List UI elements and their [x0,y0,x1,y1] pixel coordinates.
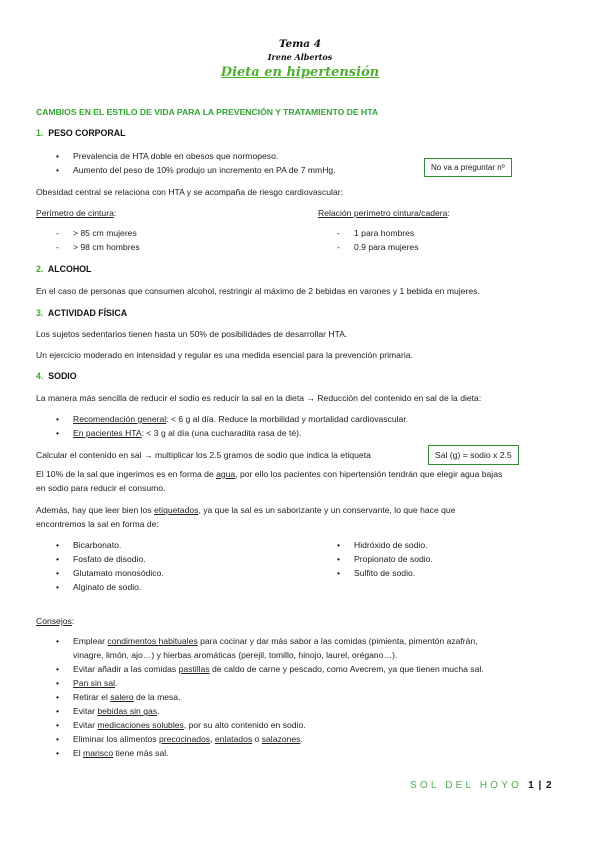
list-item: • Evitar bebidas sin gas. [73,706,159,716]
list-item: • Hidróxido de sodio. [354,540,428,550]
list-item: • Sulfito de sodio. [354,568,415,578]
author-name: Irene Albertos [267,52,333,62]
list-item: • Pan sin sal. [73,678,117,688]
heading-alcohol: 2. ALCOHOL [36,264,92,274]
cintura-label: Perímetro de cintura: [36,208,117,218]
list-item: • El marisco tiene más sal. [73,748,169,758]
list-item: - > 98 cm hombres [73,242,140,252]
consejos-heading: Consejos: [36,616,75,626]
list-item: • Propionato de sodio. [354,554,433,564]
list-item: • Evitar añadir a las comidas pastillas de caldo de carne y pescado, como Avecrem, ya que tienen mucha sal. [73,664,484,674]
list-item: - 0.9 para mujeres [354,242,419,252]
paragraph: La manera más sencilla de reducir el sodio es reducir la sal en la dieta → Reducción del contenido en sal de la dieta: [36,393,482,403]
list-item-continuation: vinagre, limón, ajo…) y hierbas aromáticas (perejil, tomillo, hinojo, laurel, orégano…). [73,650,398,660]
paragraph: Un ejercicio moderado en intensidad y regular es una medida esencial para la prevención primaria. [36,350,413,360]
list-item: • Bicarbonato. [73,540,121,550]
paragraph: Obesidad central se relaciona con HTA y se acompaña de riesgo cardiovascular: [36,187,343,197]
footer [410,780,553,791]
relacion-label: Relación perímetro cintura/cadera: [318,208,450,218]
note-box: No va a preguntar nº [424,158,512,177]
section-title: CAMBIOS EN EL ESTILO DE VIDA PARA LA PREVENCIÓN Y TRATAMIENTO DE HTA [36,107,379,117]
list-item: • Eliminar los alimentos precocinados, enlatados o salazones. [73,734,303,744]
paragraph: Calcular el contenido en sal → multiplicar los 2.5 gramos de sodio que indica la etiqueta [36,450,371,460]
heading-peso [36,128,125,138]
formula-box: Sal (g) = sodio x 2.5 [428,445,519,465]
list-item: • Recomendación general: < 6 g al día. Reduce la morbilidad y mortalidad cardiovascular. [73,414,408,424]
list-item: • En pacientes HTA: < 3 g al día (una cucharadita rasa de té). [73,428,301,438]
footer-brand: SOL DEL HOYO [410,780,523,791]
paragraph: El 10% de la sal que ingerimos es en forma de agua, por ello los pacientes con hipertensión tendrán que elegir agua bajas [36,469,503,479]
list-item: • Evitar medicaciones solubles, por su alto contenido en sodio. [73,720,306,730]
paragraph: encontremos la sal en forma de: [36,519,159,529]
list-item: - > 85 cm mujeres [73,228,137,238]
list-item: • Emplear condimentos habituales para cocinar y dar más sabor a las comidas (pimienta, pimentón azafrán, [73,636,478,646]
document-title: Dieta en hipertensión [220,65,380,80]
list-item: • Prevalencia de HTA doble en obesos que normopeso. [73,151,278,161]
paragraph: En el caso de personas que consumen alcohol, restringir al máximo de 2 bebidas en varones y 1 bebida en mujeres. [36,286,480,296]
paragraph: en sodio para reducir el consumo. [36,483,166,493]
list-item: • Fosfato de disodio. [73,554,146,564]
page-number: 1 | 2 [528,780,553,791]
heading-text: PESO CORPORAL [48,128,126,138]
heading-sodio: 4. SODIO [36,371,77,381]
heading-number: 1. [36,128,44,138]
list-item: • Glutamato monosódico. [73,568,164,578]
list-item: - 1 para hombres [354,228,414,238]
topic-title: Tema 4 [278,38,322,50]
paragraph: Además, hay que leer bien los etiquetados, ya que la sal es un saborizante y un conservante, lo que hace que [36,505,456,515]
paragraph: Los sujetos sedentarios tienen hasta un 50% de posibilidades de desarrollar HTA. [36,329,348,339]
heading-actividad: 3. ACTIVIDAD FÍSICA [36,308,128,318]
list-item: • Alginato de sodio. [73,582,141,592]
list-item: • Aumento del peso de 10% produjo un incremento en PA de 7 mmHg. [73,165,336,175]
list-item: • Retirar el salero de la mesa. [73,692,180,702]
